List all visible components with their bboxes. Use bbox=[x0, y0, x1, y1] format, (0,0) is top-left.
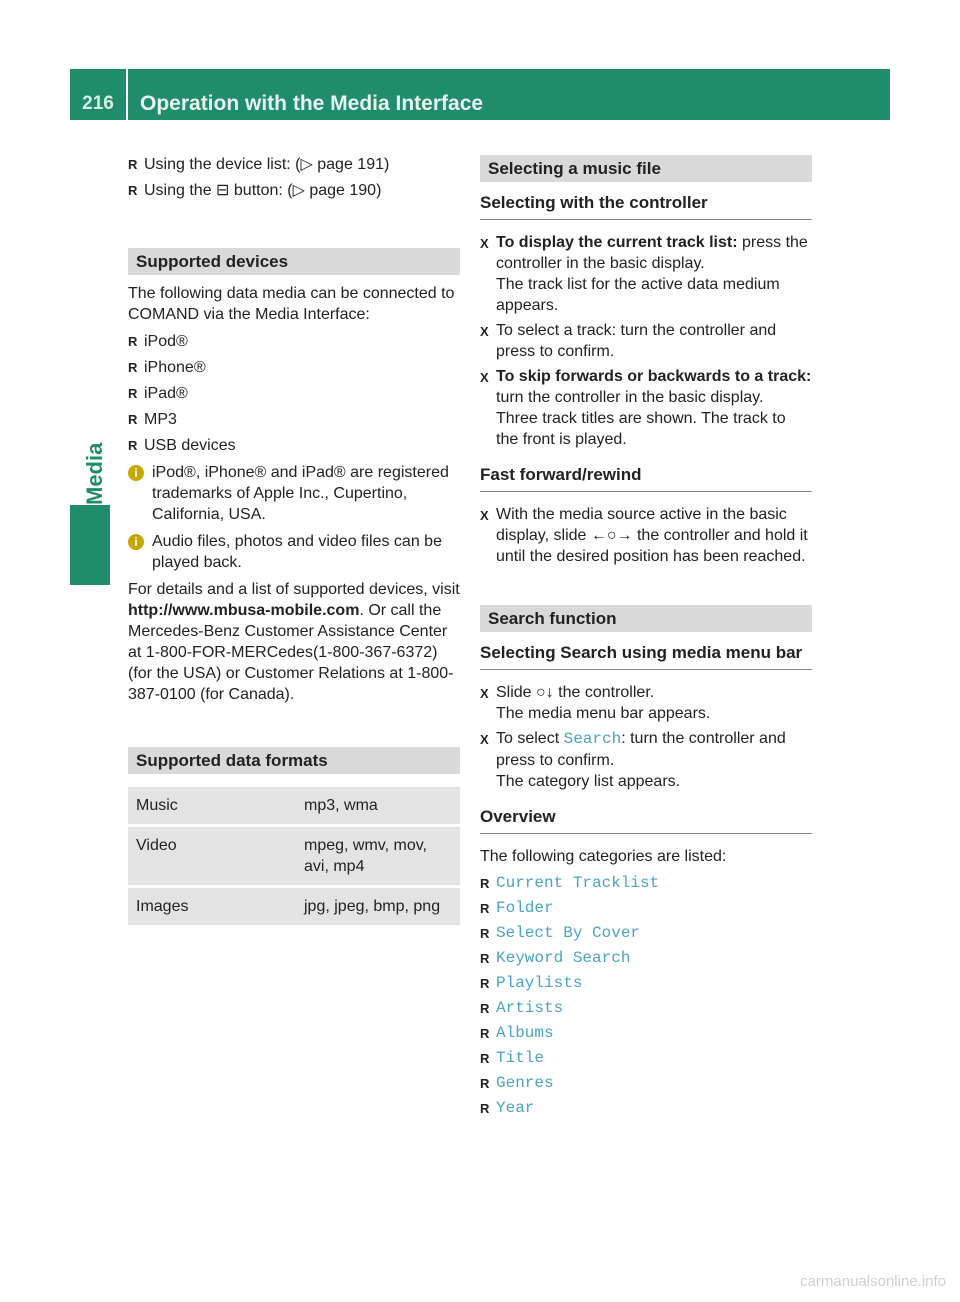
page-header bbox=[70, 69, 890, 120]
bullet-icon: R bbox=[480, 951, 490, 966]
instruction-step: X With the media source active in the basic display, slide ←○→ the controller and hold it until the desired position has been reached. bbox=[480, 506, 808, 565]
subheading-controller: Selecting with the controller bbox=[480, 192, 812, 220]
list-item: R Artists bbox=[480, 999, 564, 1017]
step-arrow-icon: X bbox=[480, 732, 489, 747]
side-tab-bar bbox=[70, 505, 110, 585]
list-item: R Current Tracklist bbox=[480, 874, 660, 892]
right-column bbox=[480, 155, 812, 1123]
step-arrow-icon: X bbox=[480, 324, 489, 339]
step-arrow-icon: X bbox=[480, 236, 489, 251]
section-heading-search: Search function bbox=[480, 605, 812, 632]
instruction-step: X Slide ○↓ the controller. The media menu bar appears. bbox=[480, 684, 711, 722]
table-cell: Video bbox=[128, 827, 296, 885]
subheading-overview: Overview bbox=[480, 806, 812, 834]
bullet-icon: R bbox=[480, 926, 490, 941]
bullet-icon: R bbox=[128, 334, 138, 349]
step-arrow-icon: X bbox=[480, 686, 489, 701]
info-note: i iPod®, iPhone® and iPad® are registered trademarks of Apple Inc., Cupertino, California, USA. bbox=[128, 462, 460, 525]
list-item: R iPod® bbox=[128, 333, 188, 350]
controller-down-icon: ○↓ bbox=[536, 684, 554, 701]
page-number: 216 bbox=[82, 93, 114, 114]
bullet-icon: R bbox=[128, 183, 138, 198]
info-icon: i bbox=[128, 465, 144, 481]
bullet-icon: R bbox=[480, 976, 490, 991]
subheading-fast-forward: Fast forward/rewind bbox=[480, 464, 812, 492]
bullet-icon: R bbox=[480, 1076, 490, 1091]
table-cell: mp3, wma bbox=[296, 787, 460, 824]
step-arrow-icon: X bbox=[480, 370, 489, 385]
formats-table bbox=[128, 784, 460, 928]
details-paragraph: For details and a list of supported devices, visit http://www.mbusa-mobile.com. Or call the Mercedes-Benz Customer Assistance Center at 1-800-FOR-MERCedes(1-800-367-6372) (for the USA) or Customer Relations at 1-800-387-0100 (for Canada). bbox=[128, 581, 460, 703]
bullet-icon: R bbox=[128, 412, 138, 427]
bullet-icon: R bbox=[480, 901, 490, 916]
list-item: R Folder bbox=[480, 899, 554, 917]
website-link[interactable]: http://www.mbusa-mobile.com bbox=[128, 602, 360, 619]
step-arrow-icon: X bbox=[480, 508, 489, 523]
bullet-icon: R bbox=[480, 1101, 490, 1116]
list-item: R Keyword Search bbox=[480, 949, 631, 967]
instruction-step: X To display the current track list: press the controller in the basic display. The track list for the active data medium appears. bbox=[480, 234, 808, 314]
list-item: R USB devices bbox=[128, 437, 236, 454]
section-heading-data-formats: Supported data formats bbox=[128, 747, 460, 774]
left-column bbox=[128, 150, 460, 928]
table-cell: Images bbox=[128, 888, 296, 925]
list-item: R Year bbox=[480, 1099, 535, 1117]
table-row bbox=[128, 827, 460, 885]
instruction-step: X To select a track: turn the controller and press to confirm. bbox=[480, 322, 777, 360]
instruction-step: X To select Search: turn the controller and press to confirm. The category list appears. bbox=[480, 730, 786, 790]
list-item: R Playlists bbox=[480, 974, 583, 992]
info-note: i Audio files, photos and video files can be played back. bbox=[128, 531, 460, 573]
section-heading-supported-devices: Supported devices bbox=[128, 248, 460, 275]
side-tab-label: Media bbox=[82, 442, 107, 505]
table-cell: mpeg, wmv, mov, avi, mp4 bbox=[296, 827, 460, 885]
instruction-step: X To skip forwards or backwards to a track: turn the controller in the basic display. Three track titles are shown. The track to the front is played. bbox=[480, 368, 812, 448]
list-item: R Albums bbox=[480, 1024, 554, 1042]
list-item: R Using the device list: (▷ page 191) bbox=[128, 156, 390, 173]
controller-slide-icon: ←○→ bbox=[590, 527, 633, 544]
info-icon: i bbox=[128, 534, 144, 550]
list-item: R iPhone® bbox=[128, 359, 206, 376]
bullet-icon: R bbox=[480, 876, 490, 891]
section-heading-music-file: Selecting a music file bbox=[480, 155, 812, 182]
table-cell: jpg, jpeg, bmp, png bbox=[296, 888, 460, 925]
list-item: R MP3 bbox=[128, 411, 177, 428]
menu-term-search: Search bbox=[563, 730, 622, 748]
list-item: R iPad® bbox=[128, 385, 188, 402]
bullet-icon: R bbox=[480, 1026, 490, 1041]
list-item: R Genres bbox=[480, 1074, 554, 1092]
watermark: carmanualsonline.info bbox=[800, 1273, 946, 1290]
devices-intro: The following data media can be connected to COMAND via the Media Interface: bbox=[128, 285, 455, 323]
list-item: R Using the ⊟ button: (▷ page 190) bbox=[128, 182, 382, 199]
bullet-icon: R bbox=[128, 438, 138, 453]
page-title: Operation with the Media Interface bbox=[140, 92, 484, 115]
bullet-icon: R bbox=[480, 1001, 490, 1016]
subheading-search-menu-bar: Selecting Search using media menu bar bbox=[480, 642, 812, 670]
bullet-icon: R bbox=[128, 157, 138, 172]
list-item: R Select By Cover bbox=[480, 924, 641, 942]
bullet-icon: R bbox=[128, 360, 138, 375]
table-cell: Music bbox=[128, 787, 296, 824]
list-item: R Title bbox=[480, 1049, 545, 1067]
overview-intro: The following categories are listed: bbox=[480, 848, 727, 865]
bullet-icon: R bbox=[480, 1051, 490, 1066]
table-row bbox=[128, 888, 460, 925]
bullet-icon: R bbox=[128, 386, 138, 401]
table-row bbox=[128, 787, 460, 824]
